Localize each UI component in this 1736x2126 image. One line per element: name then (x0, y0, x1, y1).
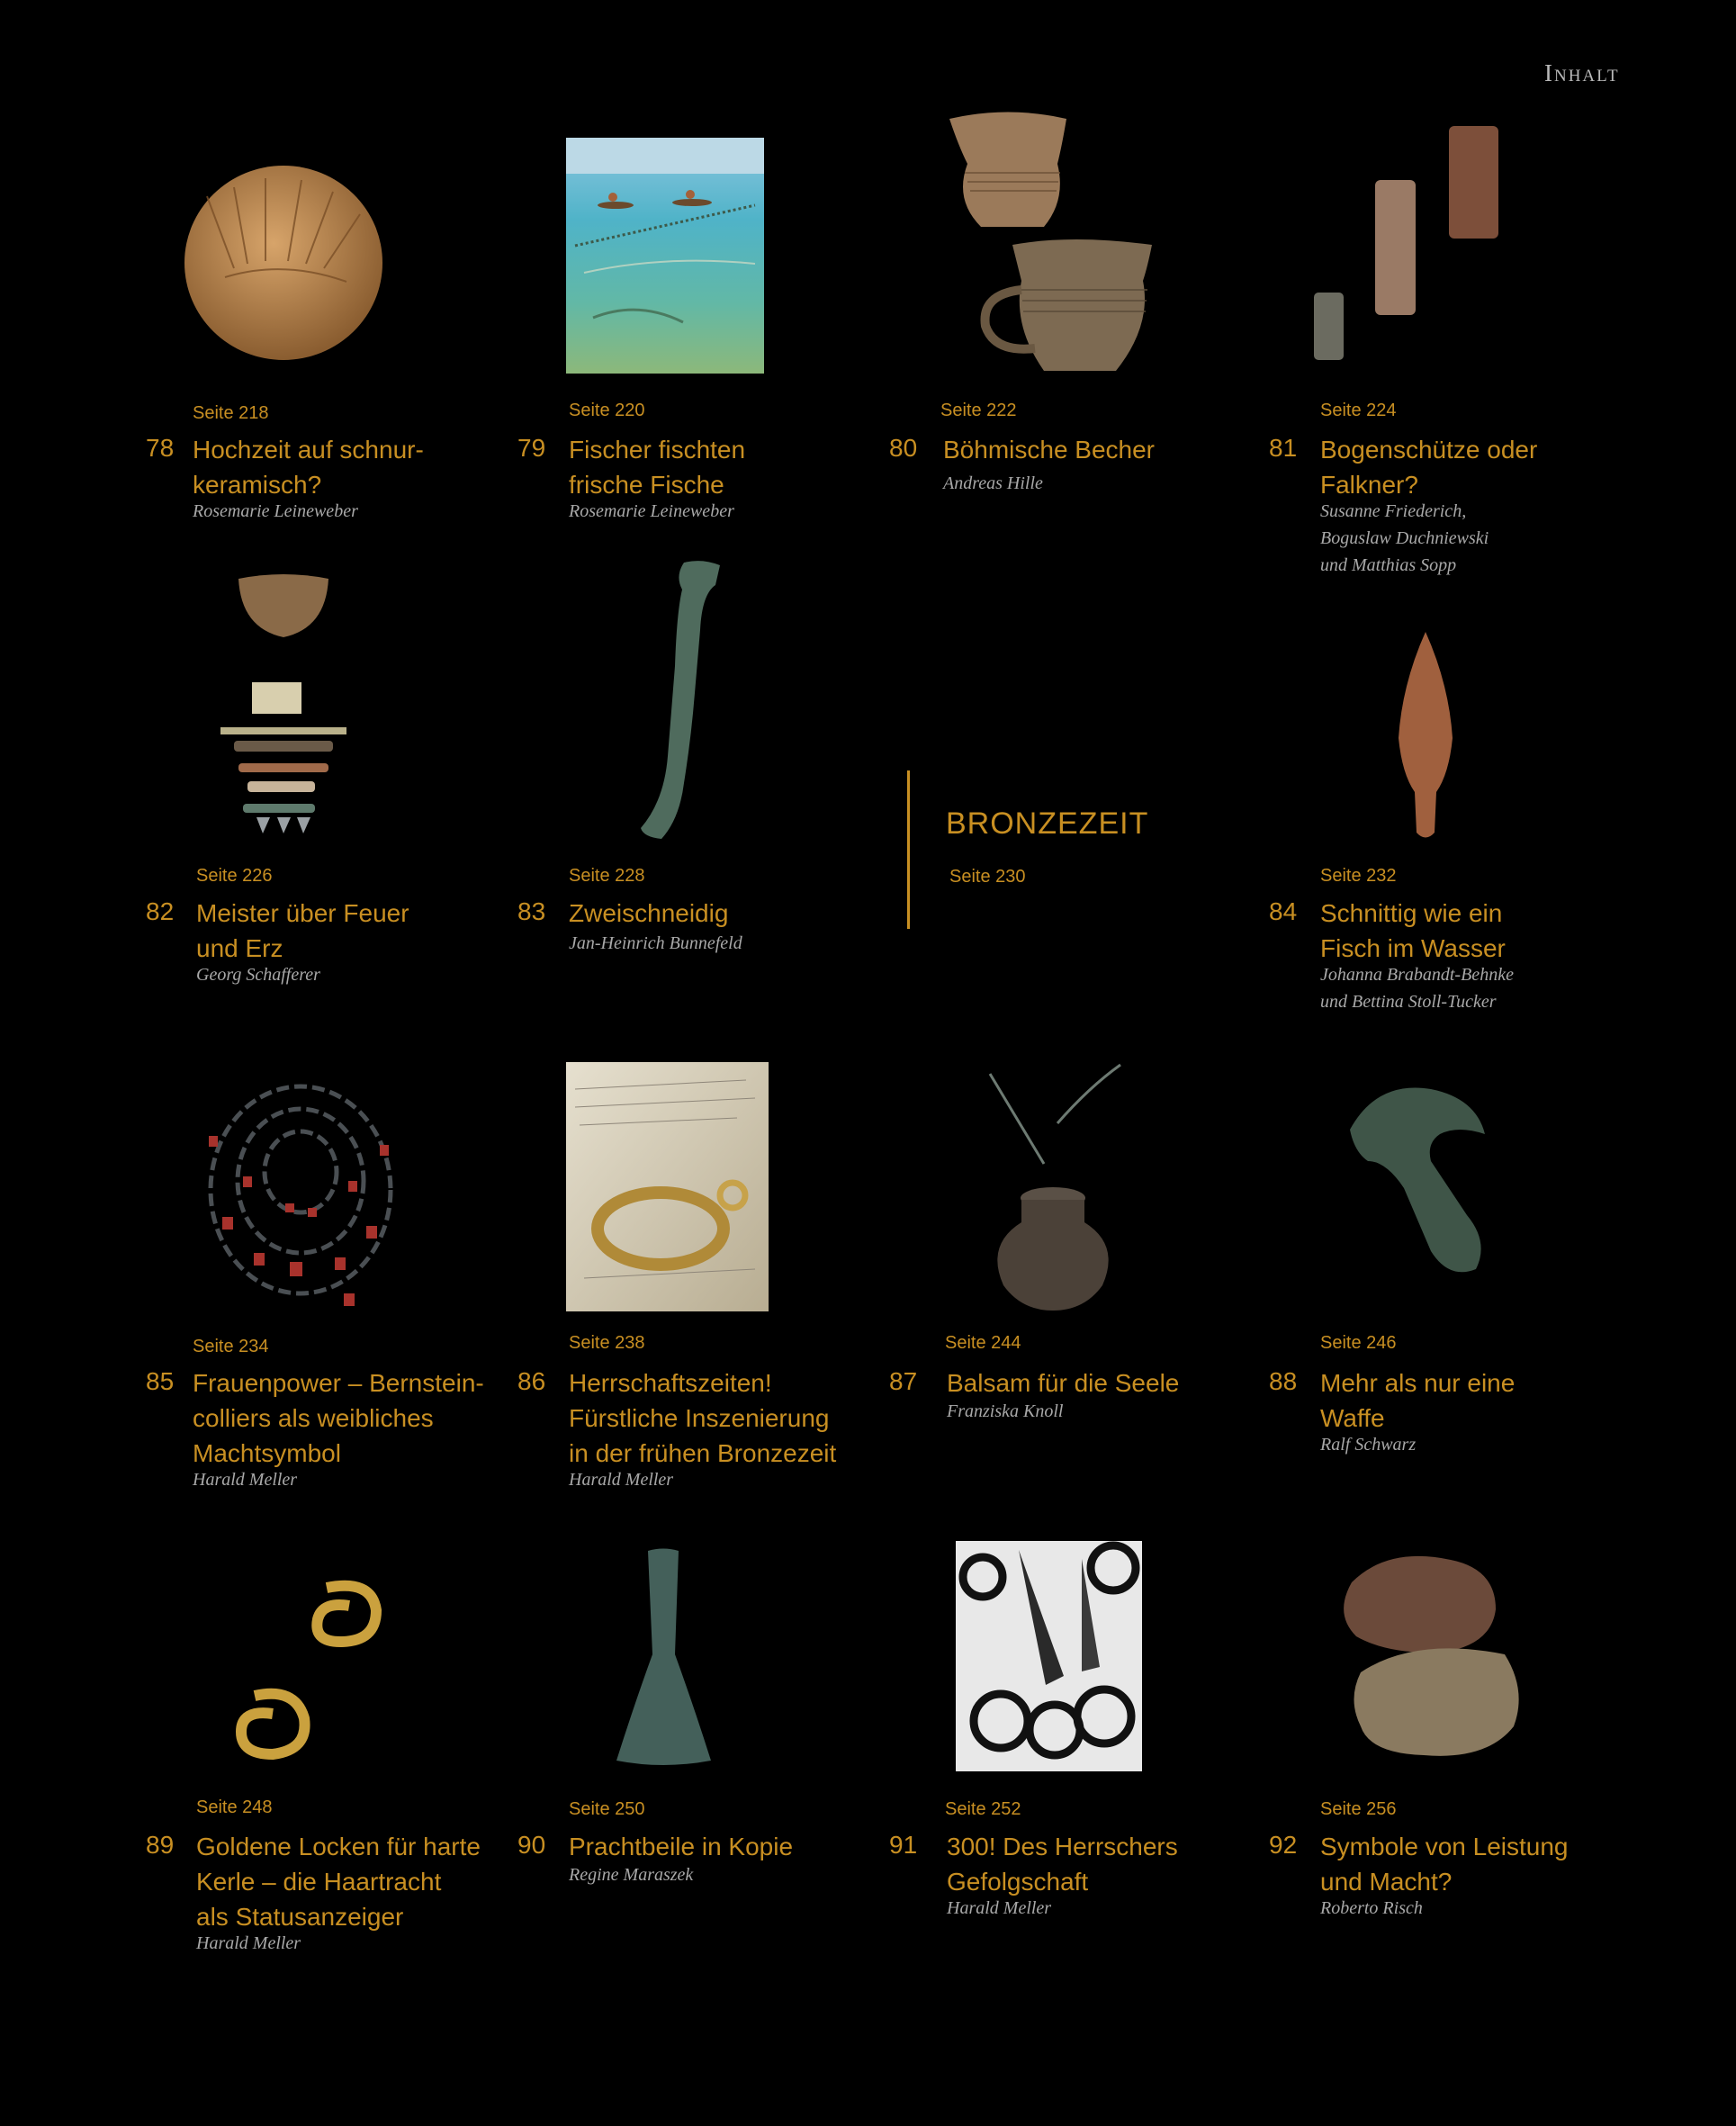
chapter-title: Herrschaftszeiten! Fürstliche Inszenierung in der frühen Bronzezeit (569, 1369, 837, 1467)
chapter-author: Ralf Schwarz (1320, 1435, 1417, 1455)
grave-goods-icon (216, 574, 351, 840)
page-ref: Seite 220 (569, 401, 645, 420)
chapter-author: Regine Maraszek (569, 1865, 694, 1885)
page-ref: Seite 224 (1320, 401, 1397, 420)
chapter-title: Fischer fischten frische Fische (569, 436, 746, 499)
page-ref: Seite 246 (1320, 1333, 1397, 1353)
section-divider (907, 770, 910, 929)
gold-spirals-icon (223, 1570, 385, 1768)
chapter-number: 80 (889, 434, 918, 462)
chapter-number: 91 (889, 1831, 918, 1859)
chapter-number: 82 (146, 897, 175, 925)
gold-armring-photo (566, 1062, 769, 1311)
clay-beakers-icon (945, 110, 1161, 380)
flint-dagger-icon (1393, 630, 1458, 846)
chapter-title: 300! Des Herrschers Gefolgschaft (947, 1833, 1178, 1896)
chapter-number: 81 (1269, 434, 1298, 462)
chapter-number: 85 (146, 1367, 175, 1395)
chapter-title: Balsam für die Seele (947, 1369, 1180, 1397)
chapter-number: 87 (889, 1367, 918, 1395)
chapter-author: Harald Meller (196, 1933, 301, 1953)
chapter-author: Rosemarie Leineweber (193, 501, 358, 521)
chapter-number: 79 (517, 434, 546, 462)
page-ref: Seite 244 (945, 1333, 1021, 1353)
page-ref: Seite 256 (1320, 1799, 1397, 1819)
page-ref: Seite 218 (193, 403, 269, 423)
page-ref: Seite 252 (945, 1799, 1021, 1819)
chapter-author: Jan-Heinrich Bunnefeld (569, 933, 742, 953)
chapter-number: 84 (1269, 897, 1298, 925)
chapter-title: Bogenschütze oder Falkner? (1320, 436, 1538, 499)
chapter-author: Johanna Brabandt-Behnke und Bettina Stoll-Tucker (1320, 965, 1514, 1012)
page-ref: Seite 232 (1320, 866, 1397, 886)
chapter-number: 89 (146, 1831, 175, 1859)
bronze-sword-icon (630, 558, 729, 846)
section-page-ref: Seite 230 (949, 867, 1026, 887)
chapter-author: Harald Meller (947, 1898, 1052, 1918)
bronze-axe-icon (1341, 1080, 1498, 1278)
chapter-title: Schnittig wie ein Fisch im Wasser (1320, 899, 1506, 962)
page-ref: Seite 222 (940, 401, 1017, 420)
chapter-author: Andreas Hille (943, 473, 1043, 493)
chapter-number: 83 (517, 897, 546, 925)
page-ref: Seite 248 (196, 1797, 273, 1817)
section-header: Inhalt (1544, 59, 1620, 86)
wrist-guards-icon (1309, 122, 1516, 369)
page-ref: Seite 234 (193, 1337, 269, 1356)
section-title[interactable]: BRONZEZEIT (946, 806, 1149, 841)
chapter-title: Zweischneidig (569, 899, 729, 927)
fishing-scene-illustration (566, 138, 764, 374)
chapter-author: Roberto Risch (1320, 1898, 1423, 1918)
chapter-author: Susanne Friederich, Boguslaw Duchniewski und Matthias Sopp (1320, 501, 1489, 575)
chapter-title: Frauenpower – Bernstein- colliers als weibliches Machtsymbol (193, 1369, 484, 1467)
flat-axe-icon (612, 1546, 715, 1767)
chapter-author: Franziska Knoll (947, 1401, 1064, 1421)
chapter-author: Georg Schafferer (196, 965, 320, 985)
chapter-number: 92 (1269, 1831, 1298, 1859)
chapter-title: Böhmische Becher (943, 436, 1156, 464)
hoard-bw-photo (956, 1541, 1142, 1771)
chapter-title: Mehr als nur eine Waffe (1320, 1369, 1516, 1432)
stone-tools-icon (1334, 1546, 1527, 1762)
page-ref: Seite 238 (569, 1333, 645, 1353)
chapter-title: Hochzeit auf schnur- keramisch? (193, 436, 424, 499)
balsam-vessel-icon (985, 1060, 1125, 1311)
round-bowl-icon (180, 160, 387, 365)
chapter-title: Prachtbeile in Kopie (569, 1833, 794, 1860)
chapter-number: 90 (517, 1831, 546, 1859)
page-ref: Seite 228 (569, 866, 645, 886)
page-ref: Seite 250 (569, 1799, 645, 1819)
chapter-title: Symbole von Leistung und Macht? (1320, 1833, 1569, 1896)
chapter-number: 78 (146, 434, 175, 462)
chapter-author: Harald Meller (569, 1470, 674, 1490)
chapter-author: Rosemarie Leineweber (569, 501, 734, 521)
amber-necklace-icon (200, 1082, 402, 1311)
chapter-number: 88 (1269, 1367, 1298, 1395)
chapter-title: Meister über Feuer und Erz (196, 899, 409, 962)
chapter-author: Harald Meller (193, 1470, 298, 1490)
page-ref: Seite 226 (196, 866, 273, 886)
chapter-title: Goldene Locken für harte Kerle – die Haartracht als Statusanzeiger (196, 1833, 481, 1931)
chapter-number: 86 (517, 1367, 546, 1395)
